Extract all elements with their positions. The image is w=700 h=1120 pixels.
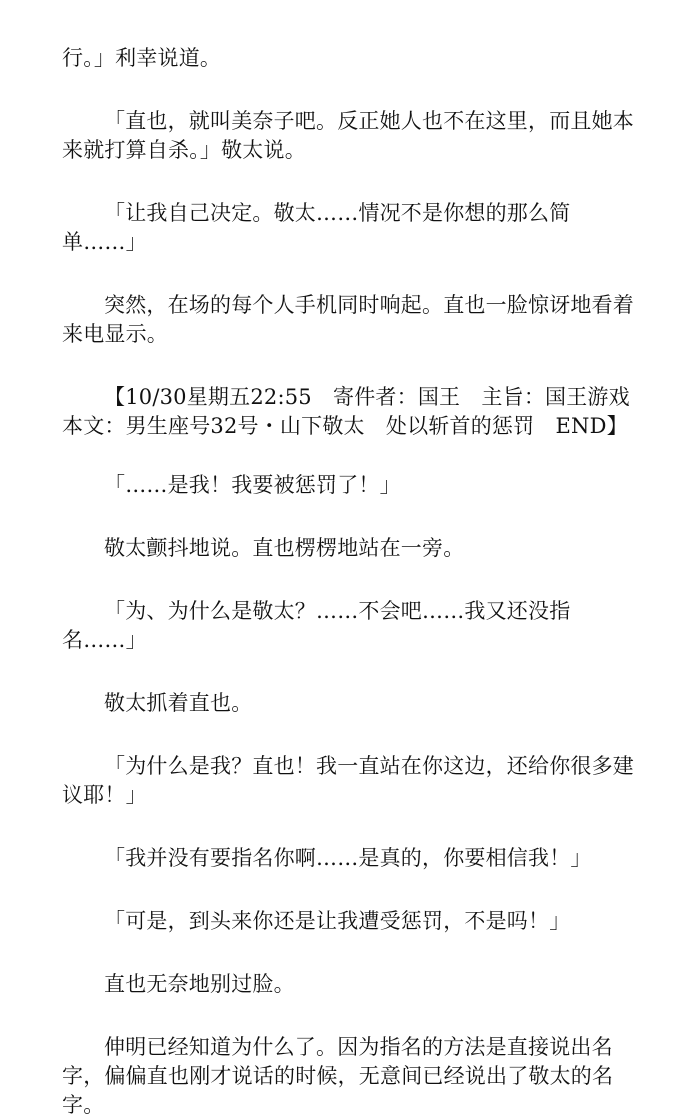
paragraph-why-keita: 「为、为什么是敬太？……不会吧……我又还没指名……」 [62,599,571,652]
paragraph-keita-suggests: 「直也，就叫美奈子吧。反正她人也不在这里，而且她本来就打算自杀。」敬太说。 [62,109,634,162]
paragraph-nobuaki-realizes: 伸明已经知道为什么了。因为指名的方法是直接说出名字，偏偏直也刚才说话的时候，无意间已经说出了敬太的名字。 [62,1035,614,1117]
paragraph-king-message: 【10/30星期五22:55 寄件者：国王 主旨：国王游戏 本文：男生座号32号・山下敬太 处以斩首的惩罚 END】 [62,385,652,438]
book-page [62,44,652,1120]
paragraph-believe-me: 「我并没有要指名你啊……是真的，你要相信我！」 [104,846,592,870]
paragraph-its-me: 「……是我！我要被惩罚了！」 [104,473,401,497]
paragraph-let-me-decide: 「让我自己决定。敬太……情况不是你想的那么简单……」 [62,201,571,254]
paragraph-phones-ring: 突然，在场的每个人手机同时响起。直也一脸惊讶地看着来电显示。 [62,293,634,346]
paragraph-continuation: 行。」利幸说道。 [62,46,222,70]
paragraph-but-in-the-end: 「可是，到头来你还是让我遭受惩罚，不是吗！」 [104,909,571,933]
paragraph-keita-trembles: 敬太颤抖地说。直也楞楞地站在一旁。 [104,536,465,560]
paragraph-naoya-turns-away: 直也无奈地别过脸。 [104,972,295,996]
paragraph-why-me: 「为什么是我？直也！我一直站在你这边，还给你很多建议耶！」 [62,754,634,807]
paragraph-keita-grabs: 敬太抓着直也。 [104,691,253,715]
